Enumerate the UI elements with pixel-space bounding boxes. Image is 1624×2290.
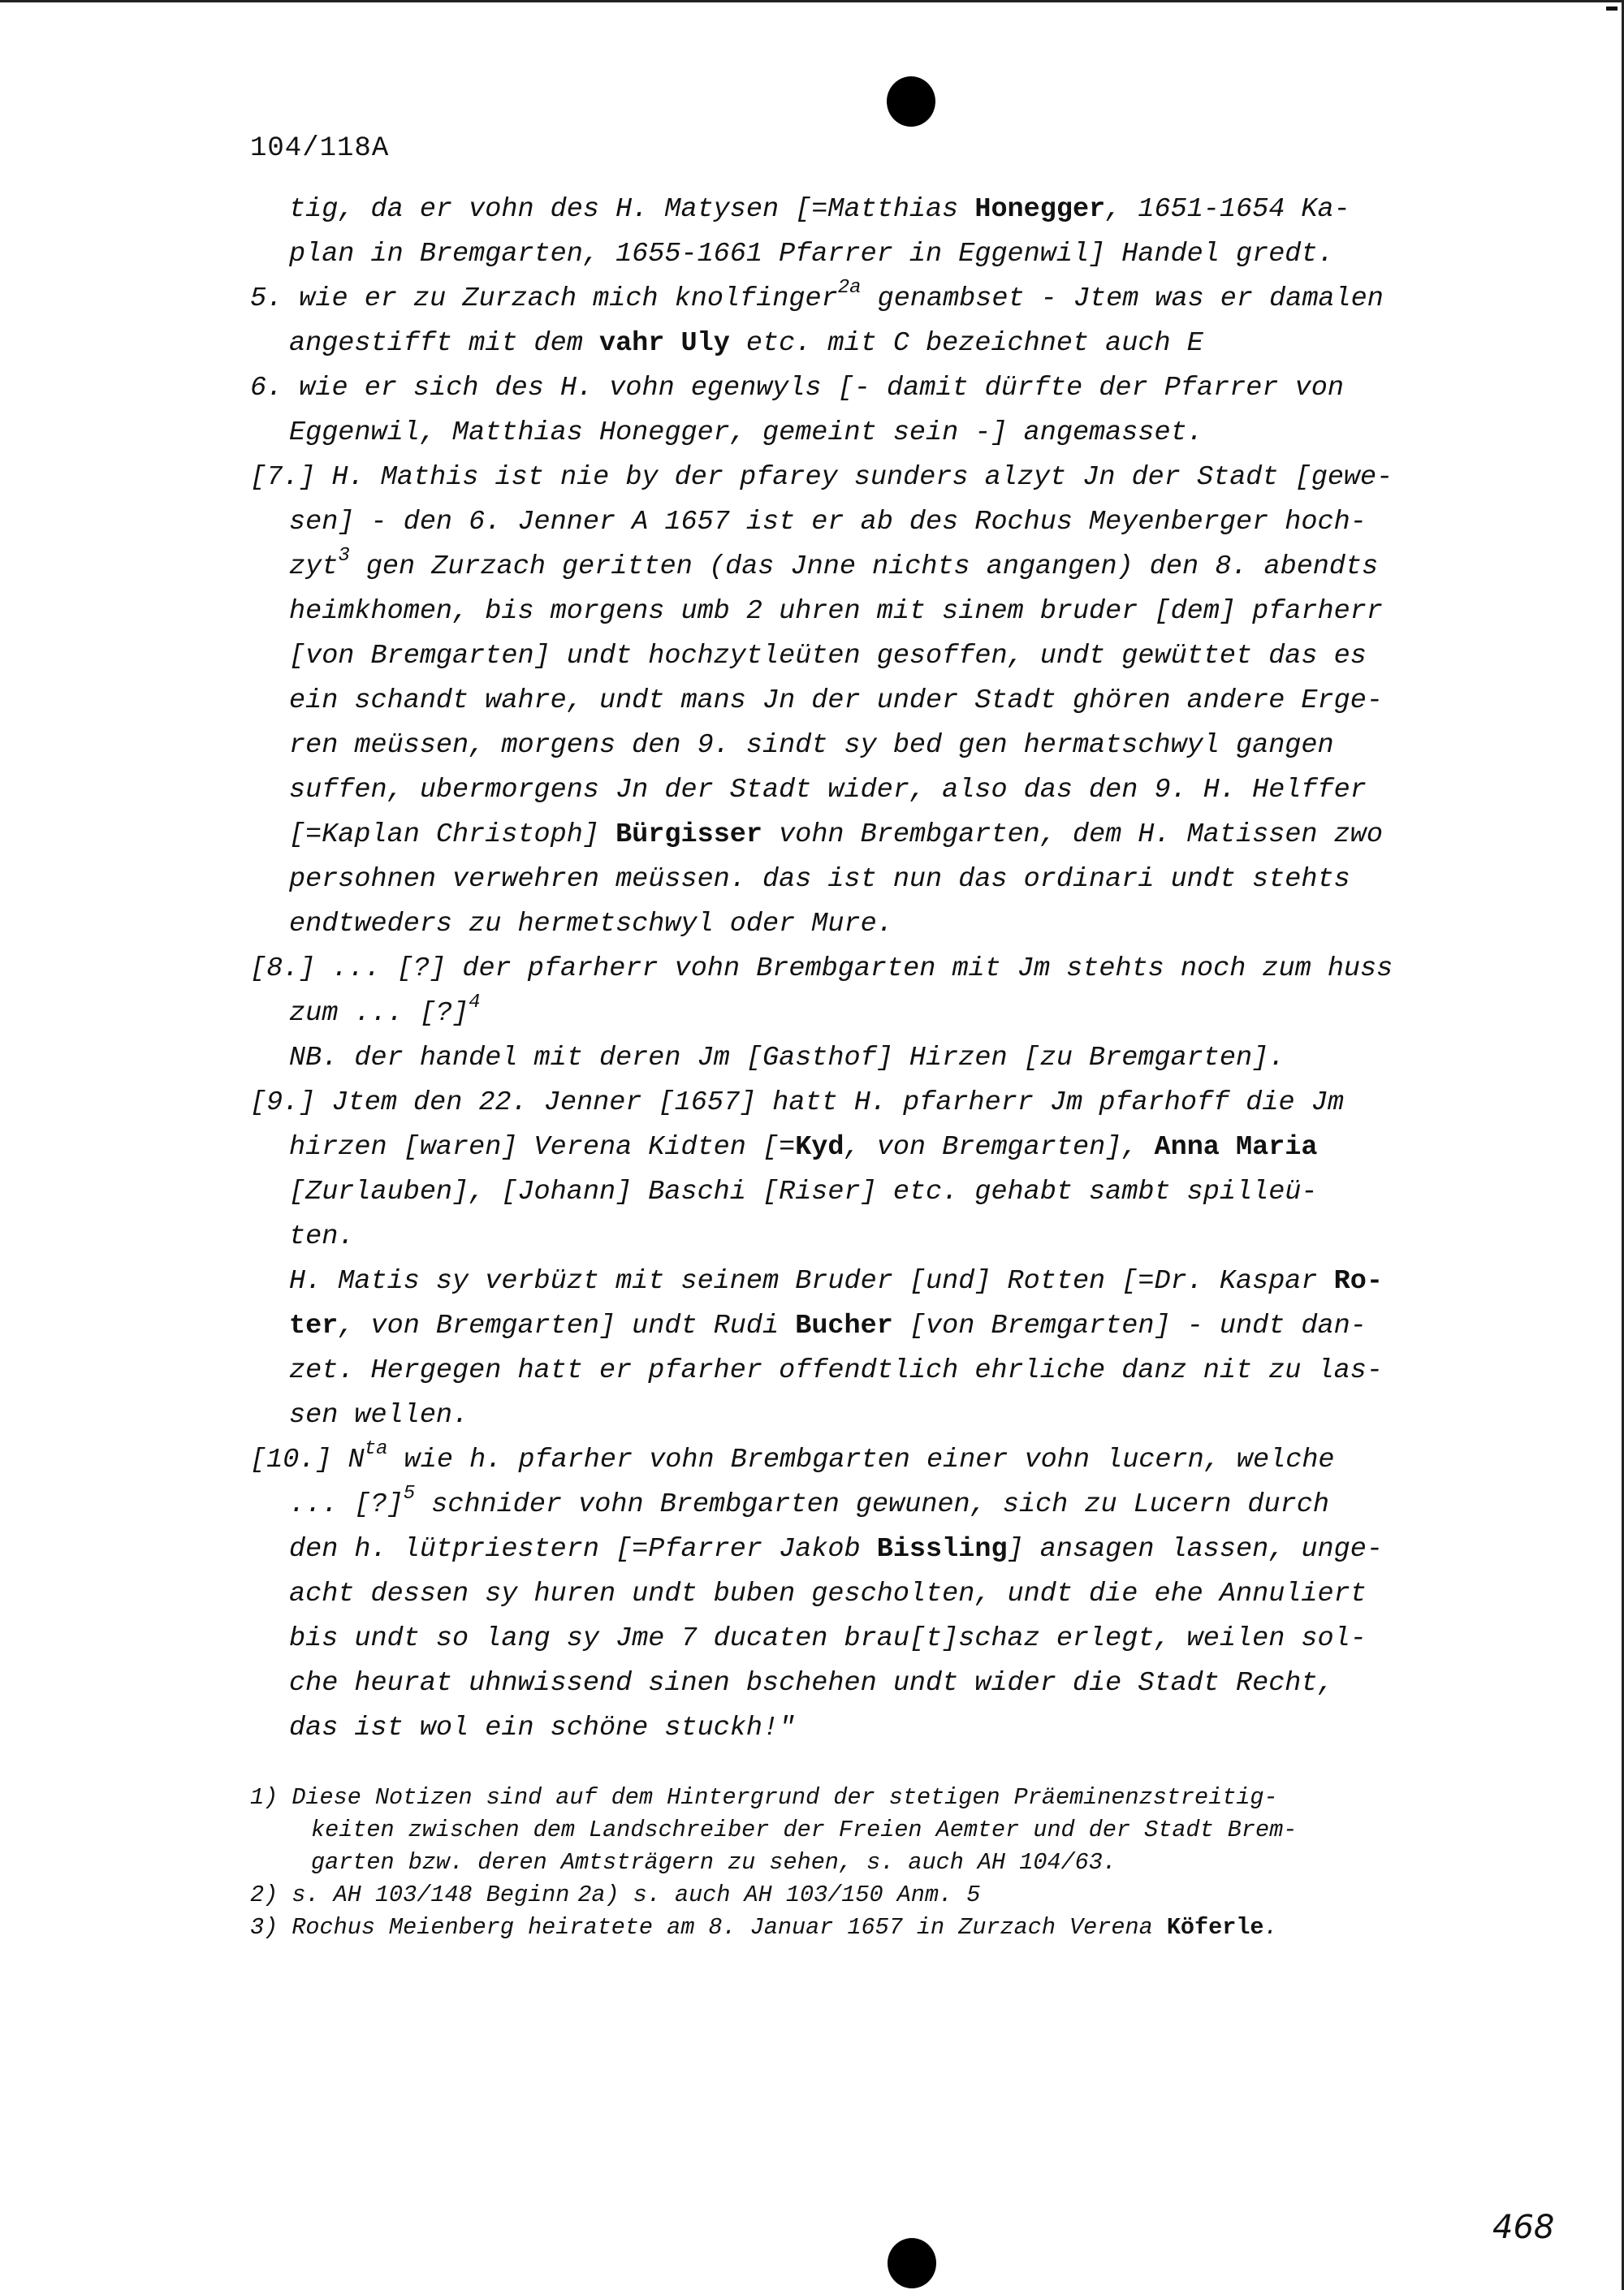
footnote-2: 2) s. AH 103/148 Beginn 2a) s. auch AH 103/150 Anm. 5 <box>250 1882 981 1908</box>
punch-hole-bottom <box>888 2238 936 2288</box>
text-line: persohnen verwehren meüssen. das ist nun das ordinari undt stehts <box>289 864 1350 895</box>
text-line: bis undt so lang sy Jme 7 ducaten brau[t]schaz erlegt, weilen sol- <box>289 1623 1367 1654</box>
footnote-line: keiten zwischen dem Landschreiber der Freien Aemter und der Stadt Brem- <box>311 1817 1298 1843</box>
text-line: [=Kaplan Christoph] Bürgisser vohn Brembgarten, dem H. Matissen zwo <box>289 819 1383 850</box>
entry-10: [10.] $N^{ta}$ wie h. pfarher vohn Brembgarten einer vohn lucern, welche <box>250 1437 1335 1476</box>
punch-hole-top <box>887 76 935 127</box>
footnote-3: 3) Rochus Meienberg heiratete am 8. Januar 1657 in Zurzach Verena Köferle. <box>250 1914 1278 1941</box>
text-line: den h. lütpriestern [=Pfarrer Jakob Bissling] ansagen lassen, unge- <box>289 1534 1383 1565</box>
text-line: zum ... [?]$^4$ <box>289 991 481 1029</box>
text-line: che heurat uhnwissend sinen bschehen undt wider die Stadt Recht, <box>289 1668 1334 1699</box>
footnote-ref: 4 <box>469 991 481 1013</box>
text-line: Eggenwil, Matthias Honegger, gemeint sein -] angemasset. <box>289 417 1203 448</box>
nota-bene-line: NB. der handel mit deren Jm [Gasthof] Hirzen [zu Bremgarten]. <box>289 1043 1285 1074</box>
text-line: tig, da er vohn des H. Matysen [=Matthias Honegger, 1651-1654 Ka- <box>289 194 1350 225</box>
text-line: endtweders zu hermetschwyl oder Mure. <box>289 909 893 940</box>
text-line: angestifft mit dem vahr Uly etc. mit C bezeichnet auch E <box>289 328 1203 359</box>
entry-7: [7.] H. Mathis ist nie by der pfarey sunders alzyt Jn der Stadt [gewe- <box>250 462 1393 493</box>
text-line: sen] - den 6. Jenner A 1657 ist er ab des Rochus Meyenberger hoch- <box>289 507 1367 538</box>
transcription-body <box>250 188 1517 1751</box>
footnote-line: garten bzw. deren Amtsträgern zu sehen, s. auch AH 104/63. <box>311 1849 1116 1876</box>
text-line: zyt$^3$ gen Zurzach geritten (das Jnne nichts angangen) den 8. abendts <box>289 544 1379 582</box>
document-reference: 104/118A <box>250 133 390 164</box>
text-line: sen wellen. <box>289 1400 469 1431</box>
text-line: das ist wol ein schöne stuckh!" <box>289 1713 796 1743</box>
footnote-1: 1) Diese Notizen sind auf dem Hintergrund der stetigen Präeminenzstreitig- <box>250 1784 1278 1811</box>
edge-mark <box>1606 6 1618 11</box>
footnotes <box>250 1782 1549 1944</box>
text-line: ein schandt wahre, undt mans Jn der under Stadt ghören andere Erge- <box>289 685 1383 716</box>
text-line: ten. <box>289 1221 355 1252</box>
superscript: ta <box>364 1437 388 1460</box>
text-line: [Zurlauben], [Johann] Baschi [Riser] etc. gehabt sambt spilleü- <box>289 1177 1318 1208</box>
text-line: heimkhomen, bis morgens umb 2 uhren mit sinem bruder [dem] pfarherr <box>289 596 1383 627</box>
folio-number: 468 <box>1492 2209 1555 2246</box>
footnote-ref: 3 <box>338 544 350 567</box>
text-line: plan in Bremgarten, 1655-1661 Pfarrer in Eggenwil] Handel gredt. <box>289 239 1334 270</box>
text-line: [von Bremgarten] undt hochzytleüten gesoffen, undt gewüttet das es <box>289 641 1367 672</box>
entry-9: [9.] Jtem den 22. Jenner [1657] hatt H. pfarherr Jm pfarhoff die Jm <box>250 1087 1344 1118</box>
page-edge-top <box>0 0 1624 2</box>
text-line: ren meüssen, morgens den 9. sindt sy bed gen hermatschwyl gangen <box>289 730 1334 761</box>
text-line: H. Matis sy verbüzt mit seinem Bruder [und] Rotten [=Dr. Kaspar Ro- <box>289 1266 1383 1297</box>
footnote-ref: 2a <box>837 276 862 299</box>
footnote-ref: 5 <box>403 1482 416 1505</box>
text-line: ter, von Bremgarten] undt Rudi Bucher [von Bremgarten] - undt dan- <box>289 1311 1367 1342</box>
entry-6: 6. wie er sich des H. vohn egenwyls [- damit dürfte der Pfarrer von <box>250 373 1344 404</box>
entry-5: 5. wie er zu Zurzach mich knolfinger$^{2a}$ genambset - Jtem was er damalen <box>250 276 1384 314</box>
text-line: suffen, ubermorgens Jn der Stadt wider, also das den 9. H. Helffer <box>289 775 1367 806</box>
text-line: zet. Hergegen hatt er pfarher offendtlich ehrliche danz nit zu las- <box>289 1355 1383 1386</box>
text-line: ... [?]$^5$ schnider vohn Brembgarten gewunen, sich zu Lucern durch <box>289 1482 1329 1520</box>
entry-8: [8.] ... [?] der pfarherr vohn Brembgarten mit Jm stehts noch zum huss <box>250 953 1393 984</box>
text-line: hirzen [waren] Verena Kidten [=Kyd, von Bremgarten], Anna Maria <box>289 1132 1318 1163</box>
text-line: acht dessen sy huren undt buben gescholten, undt die ehe Annuliert <box>289 1579 1367 1609</box>
